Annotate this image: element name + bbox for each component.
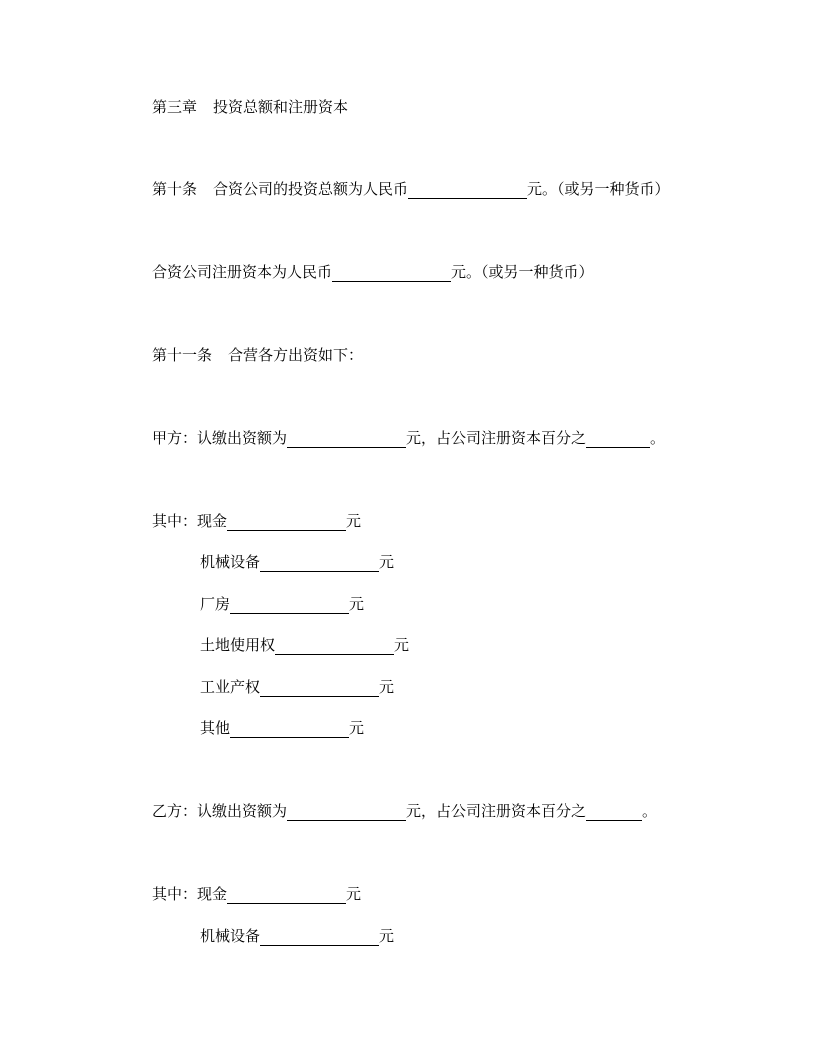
party-a-contribution bbox=[152, 428, 665, 448]
item-label: 机械设备 bbox=[200, 553, 261, 571]
item-amount-blank[interactable] bbox=[260, 555, 379, 572]
party-a-item-industrial-property bbox=[200, 677, 394, 697]
party-b-percent-blank[interactable] bbox=[586, 804, 642, 821]
party-a-item-land-use bbox=[200, 635, 409, 655]
item-amount-blank[interactable] bbox=[227, 514, 346, 531]
item-label: 土地使用权 bbox=[200, 636, 276, 654]
registered-capital-unit: 元。（或另一种货币） bbox=[451, 263, 594, 281]
article-11-number: 第十一条 bbox=[152, 346, 213, 364]
party-a-item-other bbox=[200, 718, 364, 738]
party-b-item-cash bbox=[152, 884, 361, 904]
party-b-amount-blank[interactable] bbox=[287, 804, 406, 821]
party-b-contribution bbox=[152, 801, 657, 821]
item-amount-blank[interactable] bbox=[227, 887, 346, 904]
party-a-breakdown-label: 其中： bbox=[152, 512, 198, 530]
party-b-breakdown-label: 其中： bbox=[152, 885, 198, 903]
item-label: 现金 bbox=[197, 885, 228, 903]
party-a-end: 。 bbox=[650, 429, 666, 447]
item-label: 其他 bbox=[200, 719, 231, 737]
party-b-prefix: 乙方：认缴出资额为 bbox=[152, 802, 288, 820]
party-a-item-cash bbox=[152, 511, 361, 531]
party-b-end: 。 bbox=[642, 802, 658, 820]
item-amount-blank[interactable] bbox=[230, 721, 349, 738]
article-11-text: 合营各方出资如下： bbox=[228, 346, 364, 364]
item-unit: 元 bbox=[379, 927, 395, 945]
chapter-heading bbox=[152, 97, 348, 117]
chapter-title: 投资总额和注册资本 bbox=[213, 98, 349, 116]
item-amount-blank[interactable] bbox=[260, 929, 379, 946]
item-label: 现金 bbox=[197, 512, 228, 530]
article-10-unit: 元。（或另一种货币） bbox=[527, 180, 670, 198]
item-unit: 元 bbox=[379, 678, 395, 696]
item-unit: 元 bbox=[379, 553, 395, 571]
party-a-percent-blank[interactable] bbox=[586, 431, 650, 448]
item-unit: 元 bbox=[349, 719, 365, 737]
registered-capital-line bbox=[152, 262, 594, 282]
item-amount-blank[interactable] bbox=[230, 597, 349, 614]
article-10-text: 合资公司的投资总额为人民币 bbox=[213, 180, 409, 198]
party-a-item-factory bbox=[200, 594, 364, 614]
item-unit: 元 bbox=[346, 885, 362, 903]
total-investment-blank[interactable] bbox=[408, 182, 527, 199]
item-unit: 元 bbox=[349, 595, 365, 613]
item-unit: 元 bbox=[346, 512, 362, 530]
party-a-amount-blank[interactable] bbox=[287, 431, 406, 448]
article-11 bbox=[152, 345, 363, 365]
item-label: 机械设备 bbox=[200, 927, 261, 945]
item-unit: 元 bbox=[394, 636, 410, 654]
item-label: 工业产权 bbox=[200, 678, 261, 696]
item-amount-blank[interactable] bbox=[275, 638, 394, 655]
item-amount-blank[interactable] bbox=[260, 680, 379, 697]
registered-capital-text: 合资公司注册资本为人民币 bbox=[152, 263, 333, 281]
item-label: 厂房 bbox=[200, 595, 231, 613]
article-10-number: 第十条 bbox=[152, 180, 198, 198]
chapter-number: 第三章 bbox=[152, 98, 198, 116]
article-10 bbox=[152, 179, 670, 199]
party-a-item-machinery bbox=[200, 552, 394, 572]
party-b-item-machinery bbox=[200, 926, 394, 946]
party-a-prefix: 甲方：认缴出资额为 bbox=[152, 429, 288, 447]
party-b-middle: 元，占公司注册资本百分之 bbox=[406, 802, 587, 820]
registered-capital-blank[interactable] bbox=[332, 265, 451, 282]
party-a-middle: 元，占公司注册资本百分之 bbox=[406, 429, 587, 447]
